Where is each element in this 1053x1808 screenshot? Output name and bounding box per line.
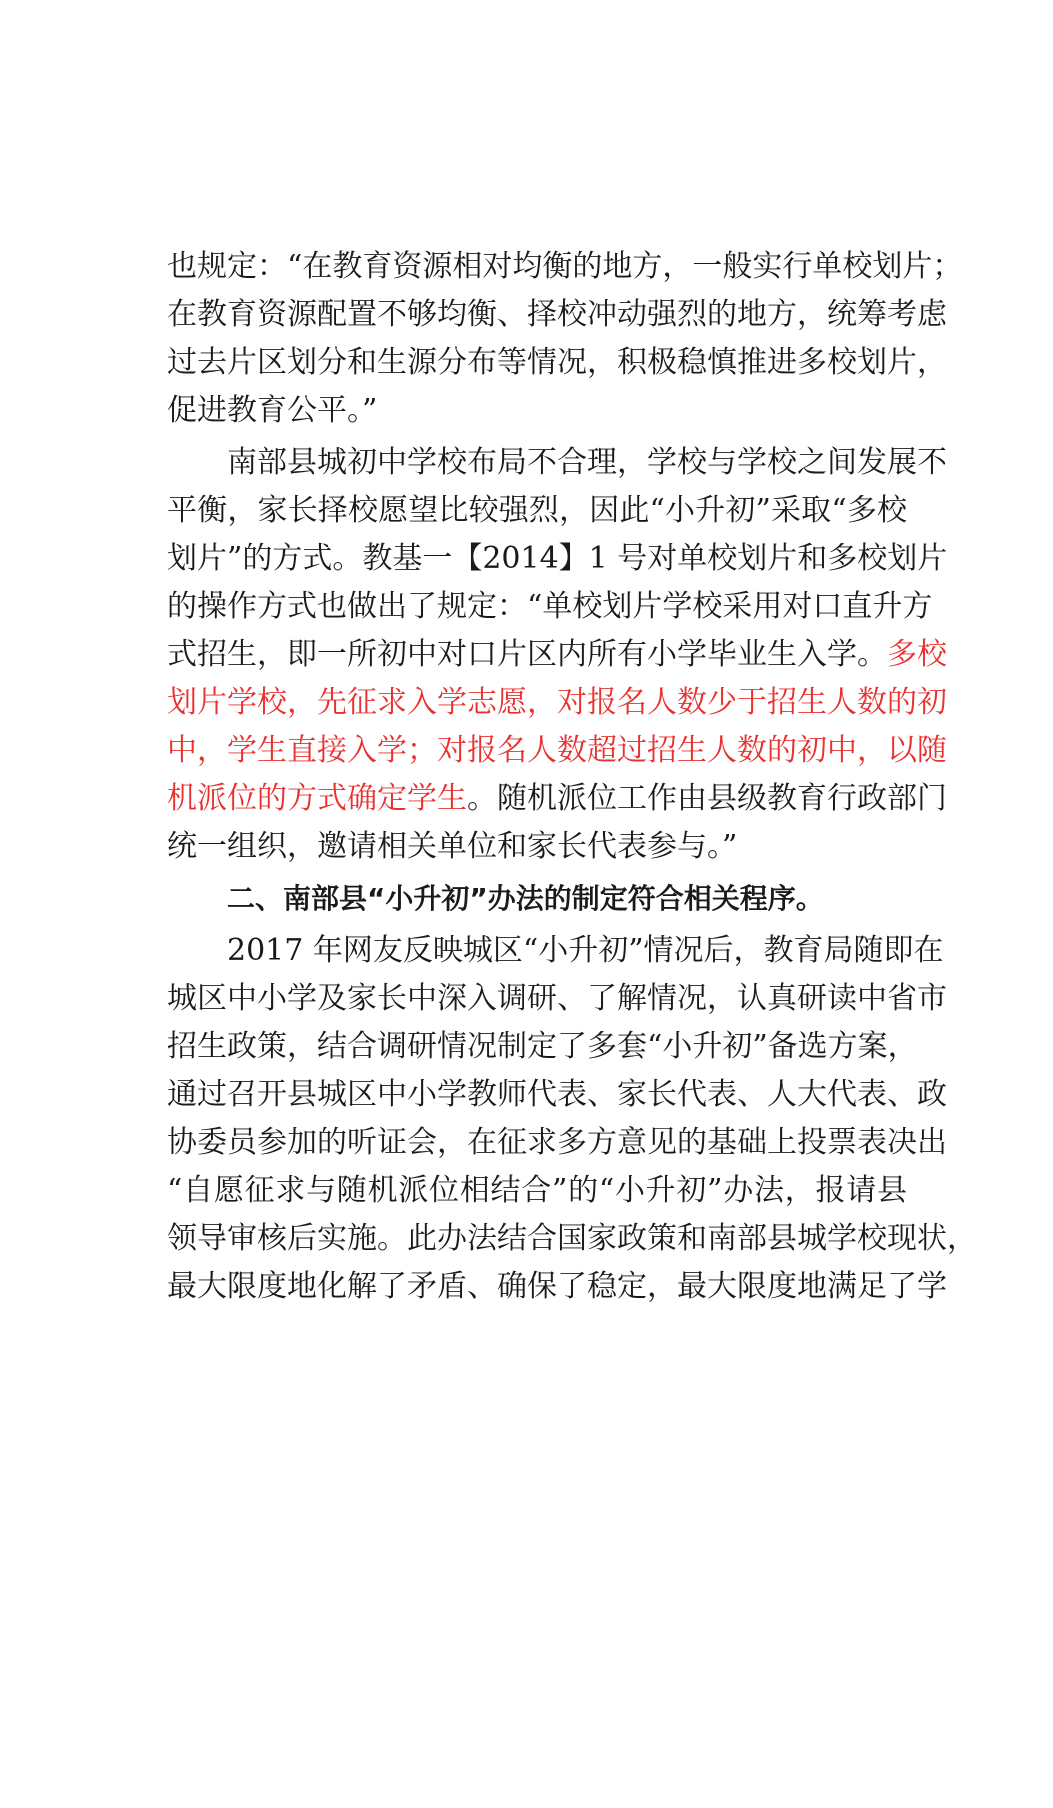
paragraph-line: 通过召开县城区中小学教师代表、家长代表、人大代表、政 — [167, 1077, 947, 1112]
highlighted-line: 划片学校，先征求入学志愿，对报名人数少于招生人数的初 — [167, 685, 947, 720]
paragraph-line: 协委员参加的听证会，在征求多方意见的基础上投票表决出 — [167, 1125, 947, 1160]
paragraph-line: 最大限度地化解了矛盾、确保了稳定，最大限度地满足了学 — [167, 1269, 947, 1304]
paragraph-line: 促进教育公平。” — [167, 393, 378, 428]
paragraph-line: 招生政策，结合调研情况制定了多套“小升初”备选方案， — [167, 1029, 918, 1064]
paragraph-line: 在教育资源配置不够均衡、择校冲动强烈的地方，统筹考虑 — [167, 297, 947, 332]
paragraph-line: 的操作方式也做出了规定：“单校划片学校采用对口直升方 — [167, 589, 933, 624]
paragraph-line: 也规定：“在教育资源相对均衡的地方，一般实行单校划片； — [167, 249, 963, 284]
paragraph-line: 领导审核后实施。此办法结合国家政策和南部县城学校现状， — [167, 1221, 977, 1256]
section-heading: 二、南部县“小升初”办法的制定符合相关程序。 — [227, 882, 824, 915]
paragraph-line: “自愿征求与随机派位相结合”的“小升初”办法，报请县 — [167, 1173, 907, 1208]
paragraph-line: 划片”的方式。教基一【2014】1 号对单校划片和多校划片 — [167, 541, 948, 576]
highlighted-line: 中，学生直接入学；对报名人数超过招生人数的初中，以随 — [167, 733, 947, 768]
paragraph-line: 平衡，家长择校愿望比较强烈，因此“小升初”采取“多校 — [167, 493, 907, 528]
line-text: 。随机派位工作由县级教育行政部门 — [467, 781, 947, 816]
paragraph-line: 2017 年网友反映城区“小升初”情况后，教育局随即在 — [227, 933, 944, 968]
paragraph-line: 过去片区划分和生源分布等情况，积极稳慎推进多校划片， — [167, 345, 947, 380]
paragraph-line: 南部县城初中学校布局不合理，学校与学校之间发展不 — [227, 445, 947, 480]
paragraph-line: 城区中小学及家长中深入调研、了解情况，认真研读中省市 — [167, 981, 947, 1016]
paragraph-line: 统一组织，邀请相关单位和家长代表参与。” — [167, 829, 738, 864]
line-text: 式招生，即一所初中对口片区内所有小学毕业生入学。 — [167, 637, 887, 672]
highlighted-text: 机派位的方式确定学生 — [167, 781, 467, 816]
highlighted-text: 多校 — [887, 637, 947, 672]
